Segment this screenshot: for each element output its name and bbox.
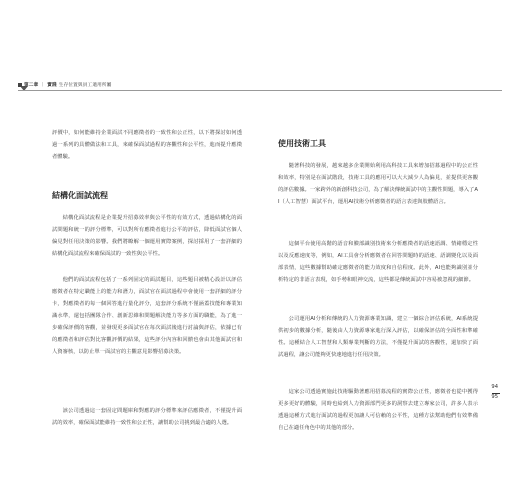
intro-paragraph: 評價中，如何能維持企業面試不同應徵者的一致性和公正性，以下將探討如何透過一系列的具體做法和工具，來確保面試過程的客觀性和公平性，進而提升應徵者體驗。 <box>52 130 242 160</box>
page-number-even: 94 <box>491 384 498 390</box>
body-paragraph: 結構化面試流程是企業提升招募效率與公平性的有效方式，透過結構化的面試問題和統一的評分標準，可以對所有應徵者進行公平的評估，降低面試官個人偏見對任用決策的影響。我們將瞭解一個運用實際案例，探討採用了一套詳細的結構化面試流程來確保面試的一致性與公平性。 <box>52 215 242 257</box>
chapter-label: 第二章 <box>24 83 39 88</box>
body-paragraph: 該公司透過這一套固定問題庫和對應的評分標準來評估應徵者，不僅提升面試的效率，確保面試能維持一致性和公正性，讓幫助公司挑到最合適的人選。 <box>52 408 242 426</box>
section-heading-structured-interview: 結構化面試流程 <box>52 191 108 200</box>
body-paragraph: 公司運用AI分析和傳統的人力資源專業知識，建立一個綜合評估系統，AI系統提供初步的數據分析，隨後由人力資源專家進行深入評估，以確保評估的全面性和準確性。這種結合人工智慧和人類專業判斷的方法，不僅提升面試的客觀性，還加快了面試過程，讓公司能夠更快速地進行任用決策。 <box>278 316 478 358</box>
header-rule <box>18 90 502 91</box>
body-paragraph: 隨著科技的發展，越來越多企業開始利用高科技工具來增加招募過程中的公正性和效率，特別是在面試階段，技術工具的應用可以大大減少人為偏見，並提供更客觀的評估數據。一家跨外的新創科技公司，為了解決傳統面試中的主觀性問題，導入了AI（人工智慧）面試平台，運用AI技術分析應徵者的語言表達與肢體語言。 <box>278 163 478 205</box>
header-separator: ｜ <box>40 83 46 88</box>
body-paragraph: 這個平台使用高階的語音和臉部識別技術來分析應徵者的語速語調、情緒穩定性以及反應速度等，例如，AI工具會分析應徵者在回答問題時的語速、語調變化以及面部表情，這些數據幫助確定應徵者的能力效度和自信程度。此外，AI也能夠識別並分析特定的非語言表現，如手勢和眼神交流，這些都是傳統面試中容易被忽視的細節。 <box>278 241 478 283</box>
body-paragraph: 這家公司透過實施此技術驅動著應用招募流程的實際公正性，應徵者也從中獲得更多更好的體驗，同時也給到人力資源部門更多的洞察去建立專家公司，許多人表示透過這種方式進行面試的過程更加讓人可信賴的公平性，這種方法幫助他們有效準備自己在適任角色中的其他的部分。 <box>278 389 478 431</box>
body-paragraph: 他們的面試流程包括了一系列固定的面試題目，這些題目被精心設計以評估應徵者在特定職能上的能力和潛力，面試官在面試過程中會使用一套詳細的評分卡，對應徵者的每一個回答進行量化評分，這套評分系統不僅涵蓋技能和專業知識水準，還包括團隊合作、創新思維和問題解決能力等多方面的職能，為了進一步確保評價的客觀，並發現更多面試官在每次面試後進行討論與評估，依據已有的應徵者和評估對比客觀評價的結果，這些評分內容和回饋也會由其他面試官和人資審核，以防止單一面試官的主觀意見影響招募決策。 <box>52 277 242 355</box>
header-square-icon <box>18 83 22 87</box>
page-number-odd: 95 <box>491 394 498 400</box>
section-label: 實踐 <box>47 83 57 88</box>
section-heading-tech-tools: 使用技術工具 <box>278 139 326 148</box>
chapter-title: 生存位置與員工適用所屬 <box>58 83 112 88</box>
running-header <box>18 82 112 88</box>
